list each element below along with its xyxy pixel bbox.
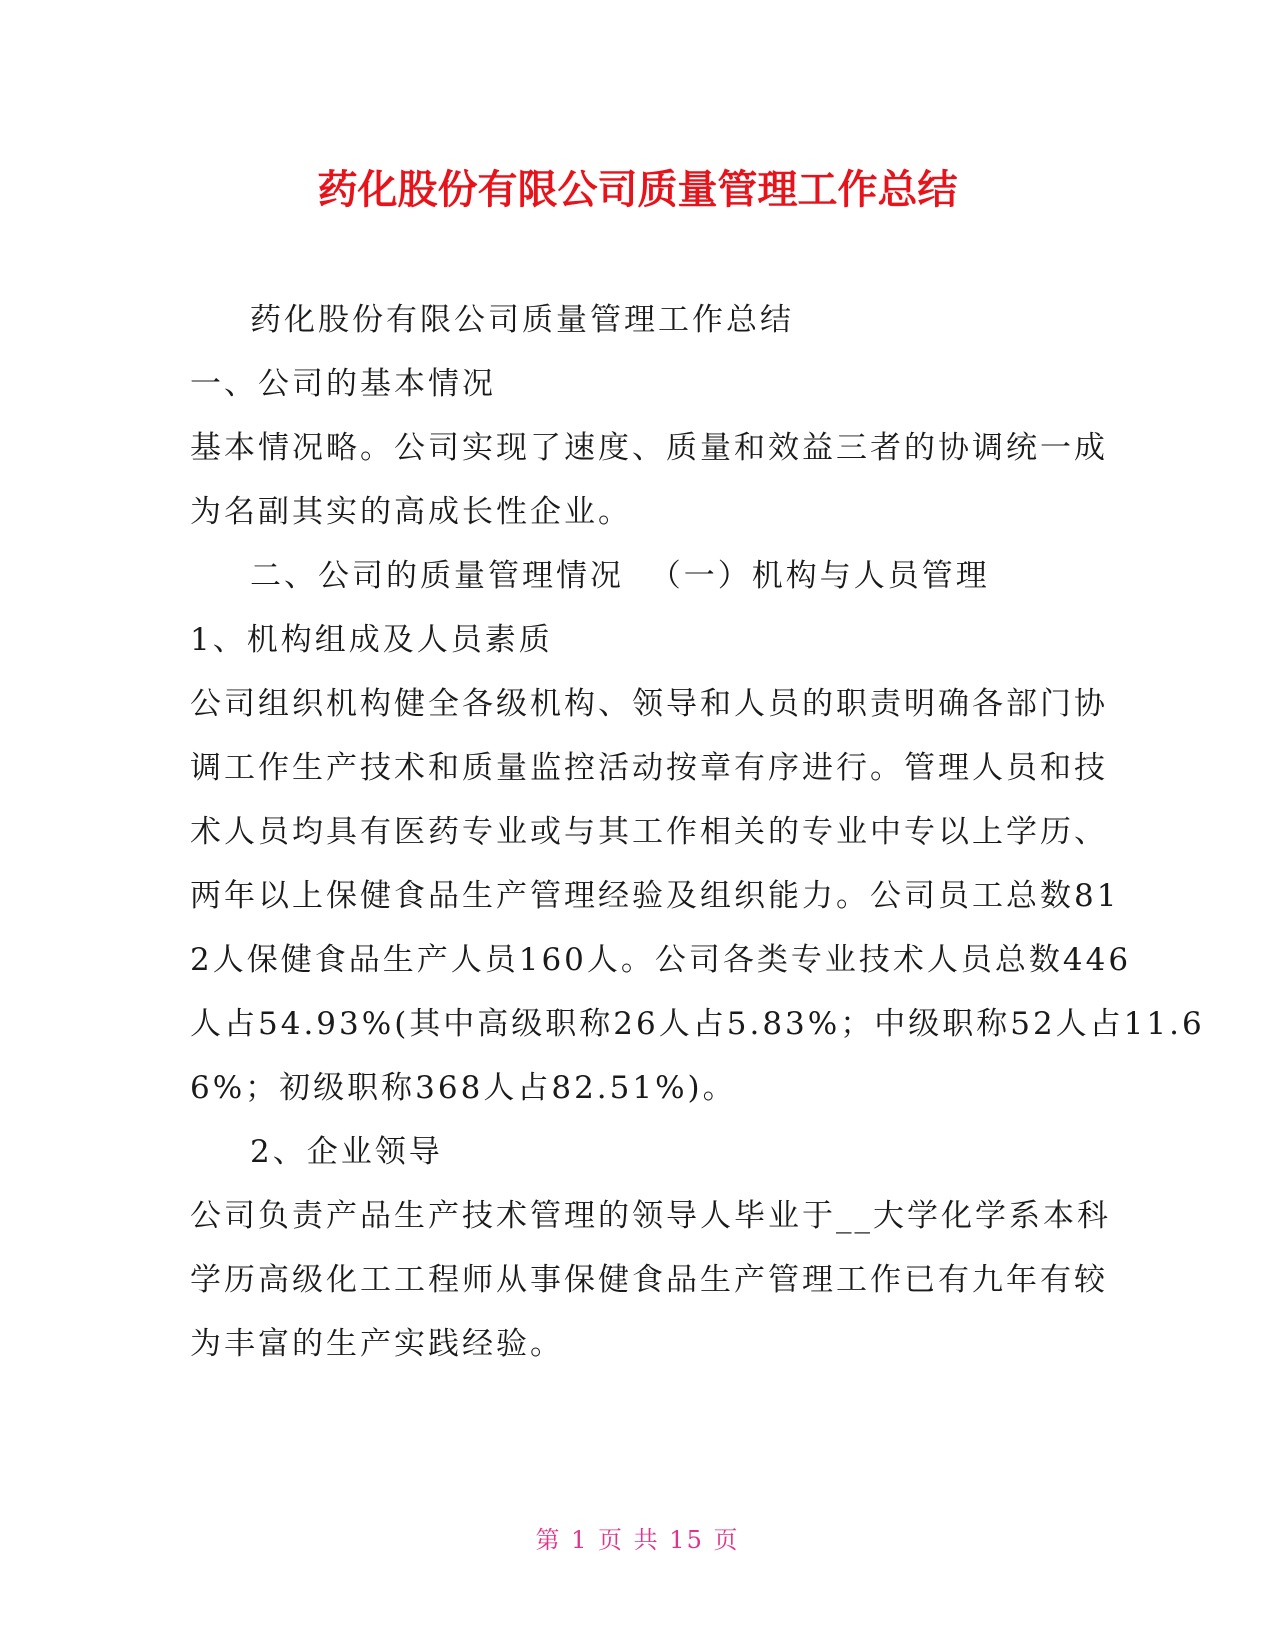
section-heading: 一、公司的基本情况: [190, 366, 496, 402]
paragraph-line: 2人保健食品生产人员160人。公司各类专业技术人员总数446: [190, 942, 1132, 978]
document-body: [190, 288, 1205, 1376]
section-heading: 二、公司的质量管理情况 （一）机构与人员管理: [250, 558, 990, 594]
page-number-footer: 第 1 页 共 15 页: [535, 1526, 740, 1554]
body-subtitle: 药化股份有限公司质量管理工作总结: [250, 302, 794, 338]
paragraph-line: 为丰富的生产实践经验。: [190, 1326, 564, 1362]
subsection-heading: 1、机构组成及人员素质: [190, 622, 553, 658]
paragraph-line: 6%；初级职称368人占82.51%)。: [190, 1070, 737, 1106]
paragraph-line: 调工作生产技术和质量监控活动按章有序进行。管理人员和技: [190, 750, 1108, 786]
subsection-heading: 2、企业领导: [250, 1134, 443, 1170]
paragraph-line: 学历高级化工工程师从事保健食品生产管理工作已有九年有较: [190, 1262, 1108, 1298]
paragraph-line: 公司负责产品生产技术管理的领导人毕业于__大学化学系本科: [190, 1198, 1111, 1234]
document-title: 药化股份有限公司质量管理工作总结: [317, 167, 958, 213]
paragraph-line: 公司组织机构健全各级机构、领导和人员的职责明确各部门协: [190, 686, 1108, 722]
paragraph-line: 基本情况略。公司实现了速度、质量和效益三者的协调统一成: [190, 430, 1108, 466]
paragraph-line: 人占54.93%(其中高级职称26人占5.83%；中级职称52人占11.6: [190, 1006, 1205, 1042]
paragraph-line: 两年以上保健食品生产管理经验及组织能力。公司员工总数81: [190, 878, 1120, 914]
paragraph-line: 术人员均具有医药专业或与其工作相关的专业中专以上学历、: [190, 814, 1108, 850]
paragraph-line: 为名副其实的高成长性企业。: [190, 494, 632, 530]
